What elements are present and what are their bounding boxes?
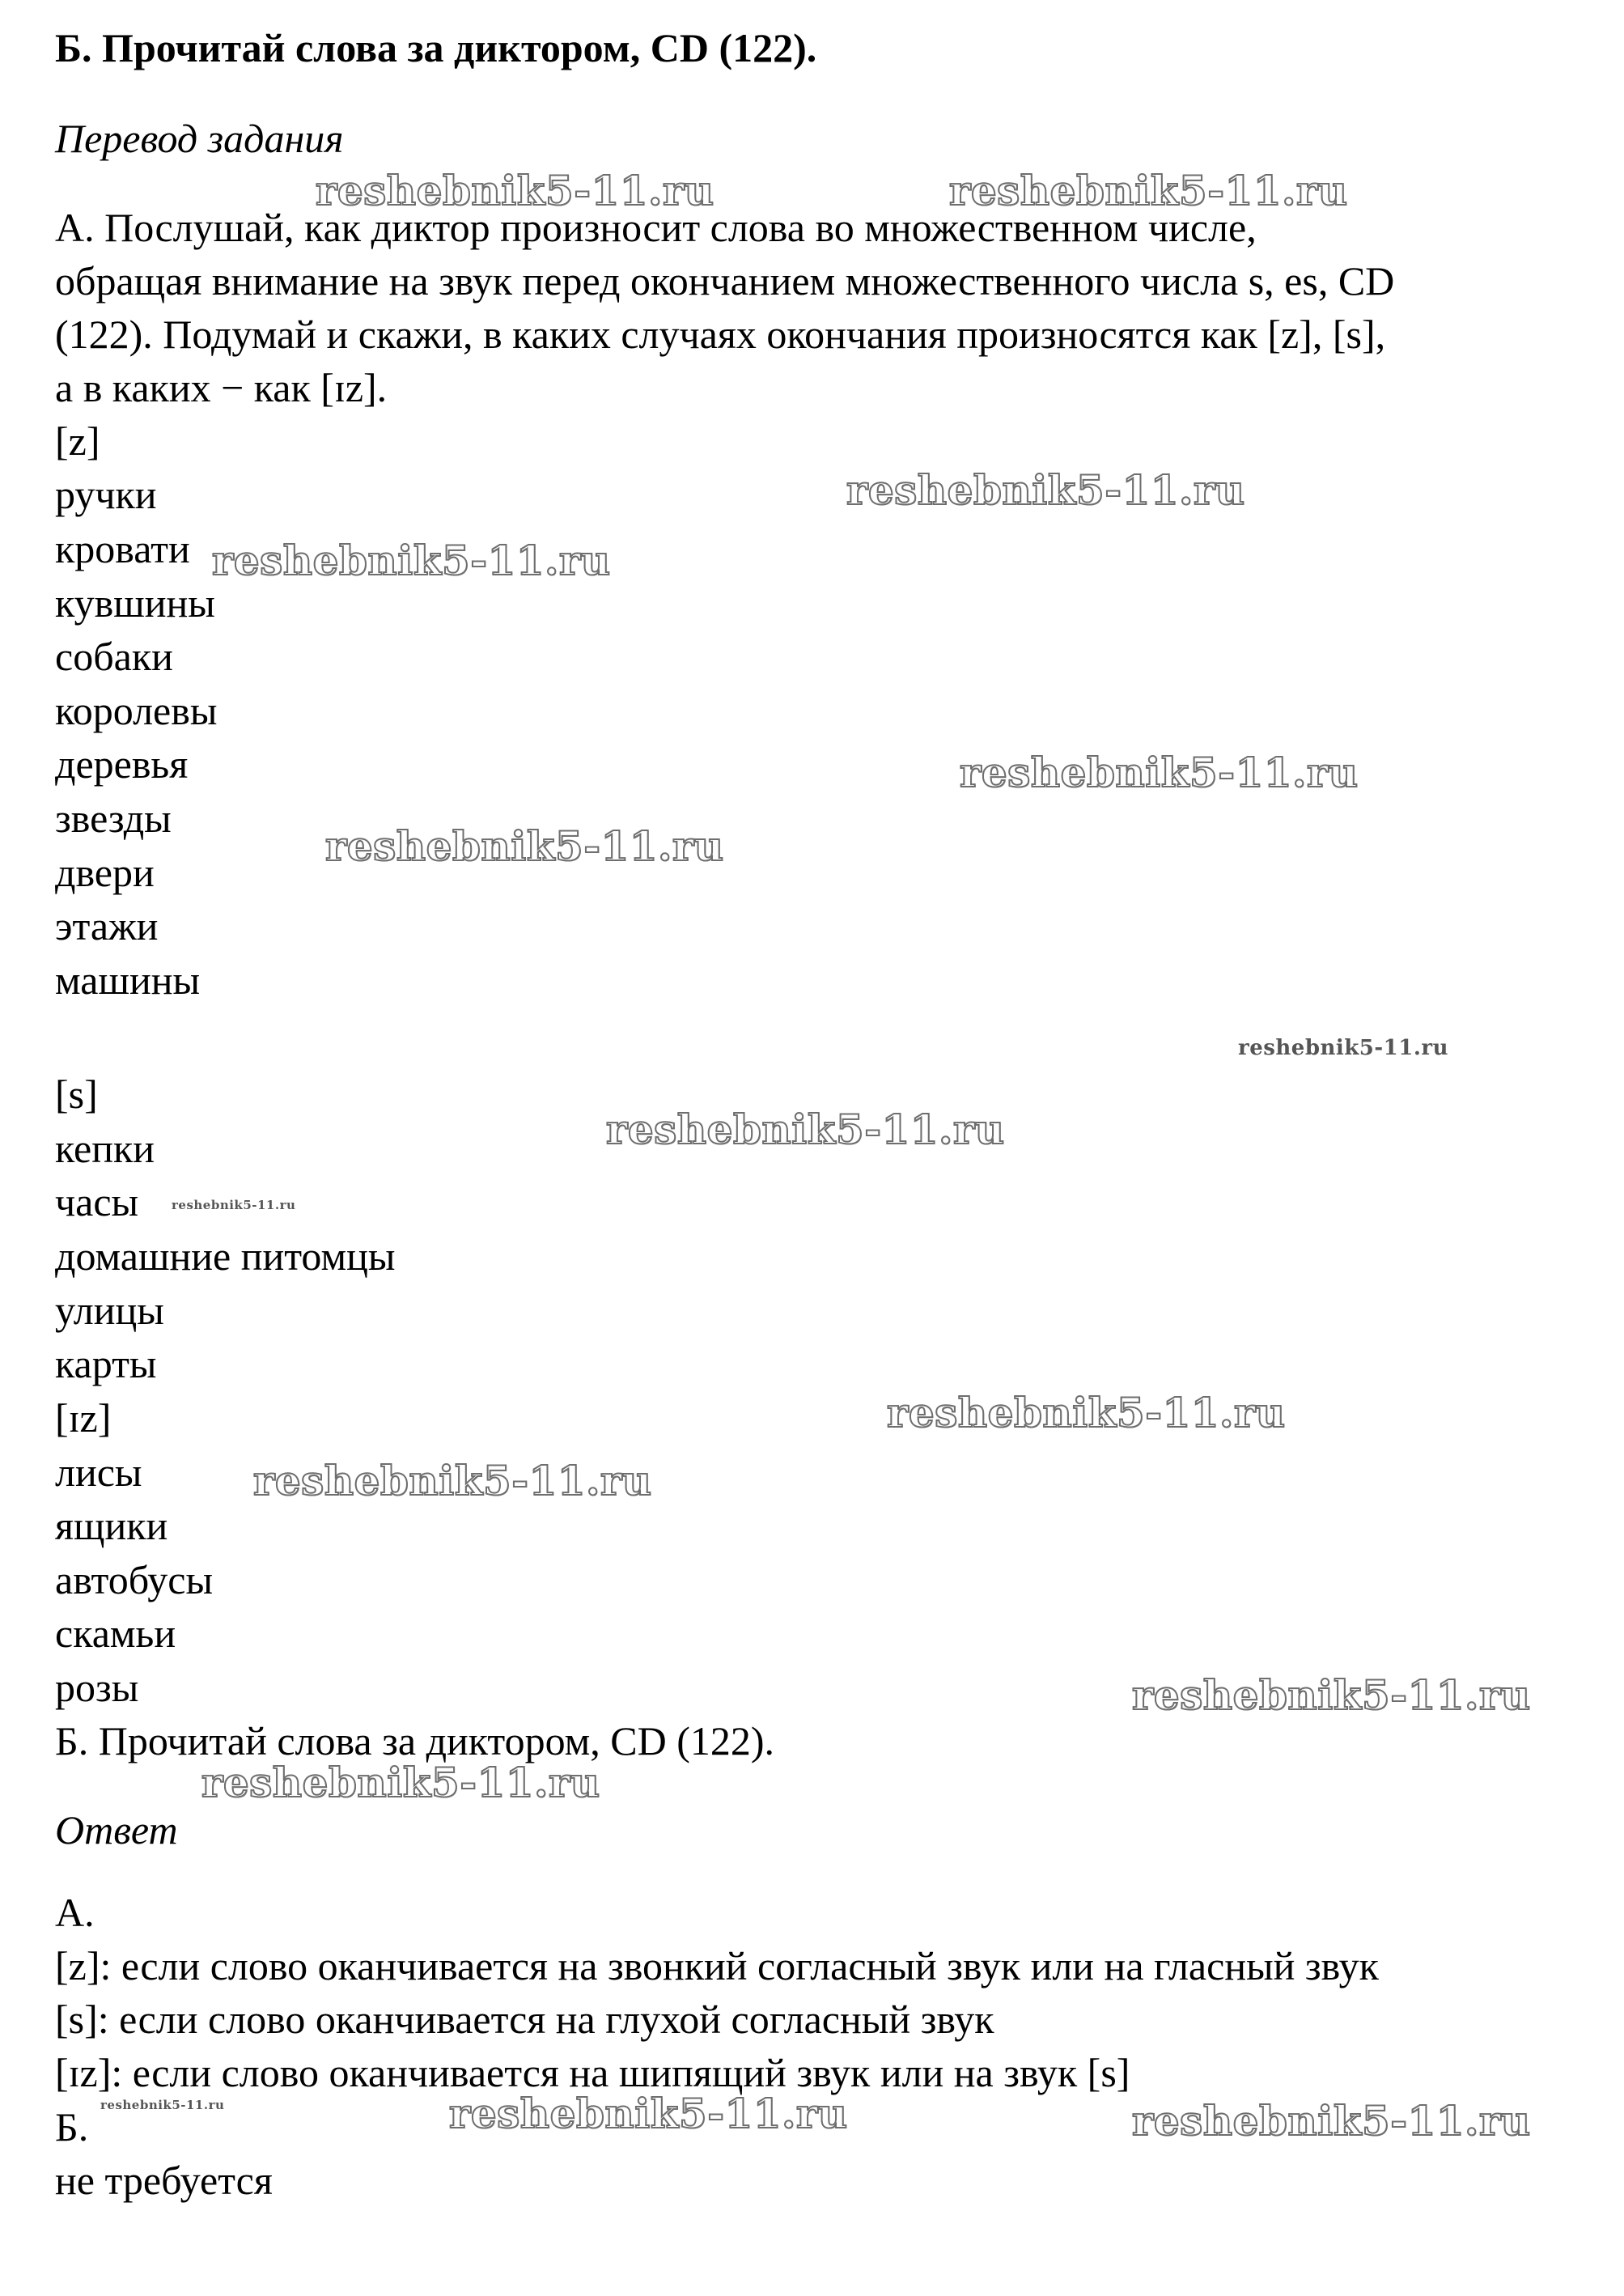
z-word: двери bbox=[55, 850, 155, 895]
watermark: reshebnik5-11.ru bbox=[449, 2090, 848, 2137]
z-word: деревья bbox=[55, 741, 189, 787]
z-word: собаки bbox=[55, 634, 173, 679]
s-word: домашние питомцы bbox=[55, 1233, 396, 1279]
iz-word: ящики bbox=[55, 1503, 168, 1548]
watermark: reshebnik5-11.ru bbox=[325, 822, 724, 870]
z-word: машины bbox=[55, 957, 201, 1003]
z-word: этажи bbox=[55, 903, 159, 949]
s-word: кепки bbox=[55, 1126, 155, 1171]
watermark: reshebnik5-11.ru bbox=[100, 2098, 225, 2112]
z-word: кувшины bbox=[55, 580, 215, 626]
page-heading: Б. Прочитай слова за диктором, CD (122). bbox=[55, 25, 817, 70]
z-word: звезды bbox=[55, 796, 172, 841]
watermark: reshebnik5-11.ru bbox=[316, 167, 714, 214]
s-word: улицы bbox=[55, 1288, 164, 1333]
watermark: reshebnik5-11.ru bbox=[201, 1759, 600, 1806]
task-b-line: Б. Прочитай слова за диктором, CD (122). bbox=[55, 1718, 775, 1763]
task-a-line: (122). Подумай и скажи, в каких случаях окончания произносятся как [z], [s], bbox=[55, 312, 1386, 357]
z-group-label: [z] bbox=[55, 418, 100, 464]
watermark: reshebnik5-11.ru bbox=[1132, 1671, 1531, 1719]
watermark: reshebnik5-11.ru bbox=[172, 1198, 296, 1212]
watermark: reshebnik5-11.ru bbox=[846, 466, 1245, 514]
answer-rule: [z]: если слово оканчивается на звонкий согласный звук или на гласный звук bbox=[55, 1943, 1379, 1988]
watermark: reshebnik5-11.ru bbox=[960, 749, 1359, 796]
iz-word: лисы bbox=[55, 1449, 142, 1495]
iz-word: автобусы bbox=[55, 1557, 214, 1602]
z-word: кровати bbox=[55, 526, 190, 571]
answer-rule: [s]: если слово оканчивается на глухой согласный звук bbox=[55, 1997, 994, 2042]
answer-b-text: не требуется bbox=[55, 2158, 273, 2203]
answer-b-label: Б. bbox=[55, 2104, 89, 2150]
watermark: reshebnik5-11.ru bbox=[887, 1389, 1286, 1437]
s-word: часы bbox=[55, 1179, 139, 1224]
iz-group-label: [ɪz] bbox=[55, 1395, 112, 1441]
watermark: reshebnik5-11.ru bbox=[1132, 2097, 1531, 2145]
watermark: reshebnik5-11.ru bbox=[253, 1457, 652, 1504]
s-word: карты bbox=[55, 1341, 157, 1386]
iz-word: розы bbox=[55, 1665, 139, 1710]
watermark: reshebnik5-11.ru bbox=[606, 1106, 1005, 1153]
watermark: reshebnik5-11.ru bbox=[1238, 1036, 1449, 1060]
task-a-line: А. Послушай, как диктор произносит слова во множественном числе, bbox=[55, 205, 1257, 250]
translation-label: Перевод задания bbox=[55, 116, 344, 161]
answer-a-label: А. bbox=[55, 1890, 95, 1935]
iz-word: скамьи bbox=[55, 1611, 176, 1656]
z-word: королевы bbox=[55, 688, 218, 733]
s-group-label: [s] bbox=[55, 1072, 98, 1117]
task-a-line: а в каких − как [ɪz]. bbox=[55, 365, 388, 410]
watermark: reshebnik5-11.ru bbox=[949, 167, 1348, 214]
z-word: ручки bbox=[55, 472, 157, 517]
answer-rule: [ɪz]: если слово оканчивается на шипящий звук или на звук [s] bbox=[55, 2050, 1130, 2095]
watermark: reshebnik5-11.ru bbox=[212, 537, 611, 584]
answer-label: Ответ bbox=[55, 1807, 178, 1853]
task-a-line: обращая внимание на звук перед окончанием множественного числа s, es, CD bbox=[55, 258, 1395, 303]
